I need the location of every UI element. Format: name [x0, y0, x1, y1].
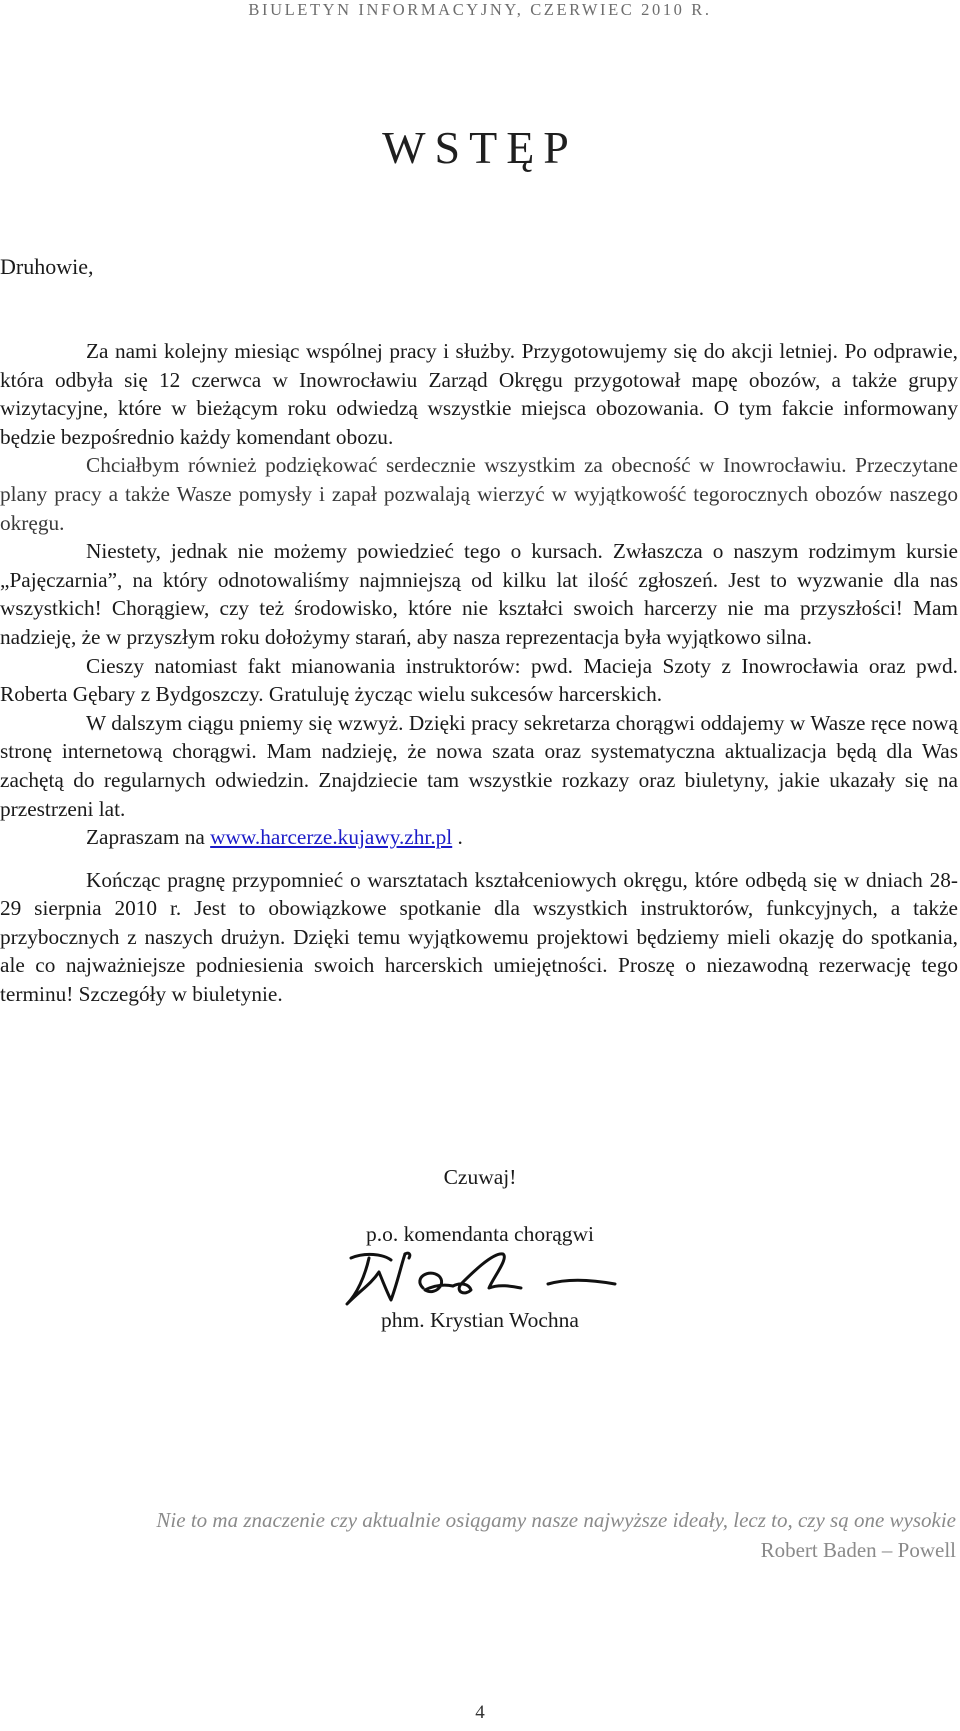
website-suffix: . [452, 825, 463, 850]
quote-text: Nie to ma znaczenie czy aktualnie osiągamy nasze najwyższe ideały, lecz to, czy są one wysokie [156, 1508, 956, 1532]
paragraph-3: Niestety, jednak nie możemy powiedzieć tego o kursach. Zwłaszcza o naszym rodzimym kursie „Pajęczarnia”, na który odnotowaliśmy najmniejszą od kilku lat ilość zgłoszeń. Jest to wyzwanie dla nas wszystkich! Chorągiew, czy też środowisko, które nie kształci swoich harcerzy nie ma przyszłości! Mam nadzieję, że w przyszłym roku dołożymy starań, aby nasza reprezentacja była wyjątkowo silna. [0, 539, 958, 649]
paragraph-4: Cieszy natomiast fakt mianowania instruktorów: pwd. Macieja Szoty z Inowrocławia oraz pwd. Roberta Gębary z Bydgoszczy. Gratuluję życząc wielu sukcesów harcerskich. [0, 653, 958, 707]
page-number: 4 [475, 1702, 485, 1723]
paragraph-2: Chciałbym również podziękować serdecznie wszystkim za obecność w Inowrocławiu. Przeczytane plany pracy a także Wasze pomysły i zapał pozwalają wierzyć w wyjątkowość tegorocznych obozów naszego okręgu. [0, 453, 958, 535]
paragraph-website [0, 823, 958, 852]
letter-body [0, 337, 958, 1009]
paragraph-5: W dalszym ciągu pniemy się wzwyż. Dzięki pracy sekretarza chorągwi oddajemy w Wasze ręce nową stronę internetową chorągwi. Mam nadzieję, że nowa szata oraz systematyczna aktualizacja będą dla Was zachętą do regularnych odwiedzin. Znajdziecie tam wszystkie rozkazy oraz biuletyny, jakie ukazały się na przestrzeni lat. [0, 710, 958, 821]
quote-author: Robert Baden – Powell [760, 1538, 956, 1562]
salutation: Druhowie, [0, 254, 94, 279]
paragraph-workshops: Kończąc pragnę przypomnieć o warsztatach kształceniowych okręgu, które odbędą się w dniach 28-29 sierpnia 2010 r. Jest to obowiązkowe spotkanie dla wszystkich instruktorów, funkcyjnych, a także przybocznych z naszych drużyn. Dzięki temu wyjątkowemu projektowi będziemy mieli okazję do spotkania, ale co najważniejsze podniesienia swoich harcerskich umiejętności. Proszę o niezawodną rezerwację tego terminu! Szczegóły w biuletynie. [0, 867, 958, 1007]
epigraph-quote [156, 1505, 956, 1565]
closing-greeting: Czuwaj! [443, 1165, 517, 1189]
handwritten-signature [343, 1244, 623, 1310]
paragraph-1: Za nami kolejny miesiąc wspólnej pracy i służby. Przygotowujemy się do akcji letniej. Po odprawie, która odbyła się 12 czerwca w Inowrocławiu Zarząd Okręgu przygotował mapę obozów, a także grupy wizytacyjne, które w bieżącym roku odwiedzą wszystkie miejsca obozowania. O tym fakcie informowany będzie bezpośrednio każdy komendant obozu. [0, 339, 958, 449]
website-prefix: Zapraszam na [86, 825, 211, 850]
signer-name: phm. Krystian Wochna [381, 1308, 579, 1332]
page-title: WSTĘP [382, 122, 578, 173]
website-link[interactable]: www.harcerze.kujawy.zhr.pl [210, 825, 453, 850]
running-header: BIULETYN INFORMACYJNY, CZERWIEC 2010 R. [248, 0, 712, 19]
signer-role: p.o. komendanta chorągwi [365, 1222, 595, 1246]
